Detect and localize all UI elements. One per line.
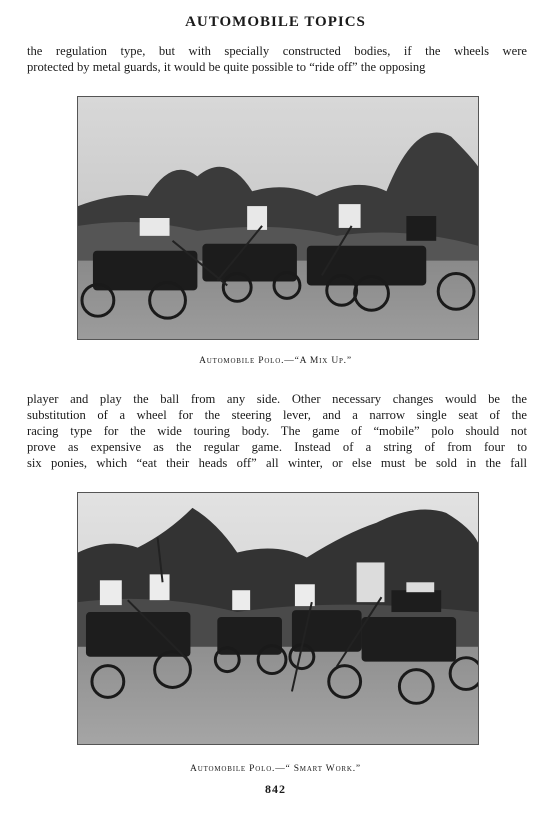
figure-caption-1: Automobile Polo.—“A Mix Up.”	[199, 356, 352, 366]
figure-caption-2: Automobile Polo.—“ Smart Work.”	[190, 764, 361, 774]
page-number: 842	[265, 782, 286, 796]
body-paragraph-2	[27, 391, 527, 471]
text-line: six ponies, which “eat their heads off” all winter, or else must be sold in the fall	[27, 456, 527, 470]
text-line: substitution of a wheel for the steering lever, and a narrow single seat of the	[27, 408, 527, 422]
text-line: racing type for the wide touring body. The game of “mobile” polo should not	[27, 424, 527, 438]
body-paragraph-1	[27, 43, 527, 75]
running-head: AUTOMOBILE TOPICS	[185, 14, 366, 30]
text-line: the regulation type, but with specially constructed bodies, if the wheels were	[27, 44, 527, 58]
text-line: protected by metal guards, it would be quite possible to “ride off” the opposing	[27, 60, 426, 74]
photo-automobile-polo-smart-work	[77, 492, 479, 745]
text-line: player and play the ball from any side. Other necessary changes would be the	[27, 392, 527, 406]
photo-automobile-polo-mix-up	[77, 96, 479, 340]
text-line: prove as expensive as the regular game. Instead of a string of from four to	[27, 440, 527, 454]
